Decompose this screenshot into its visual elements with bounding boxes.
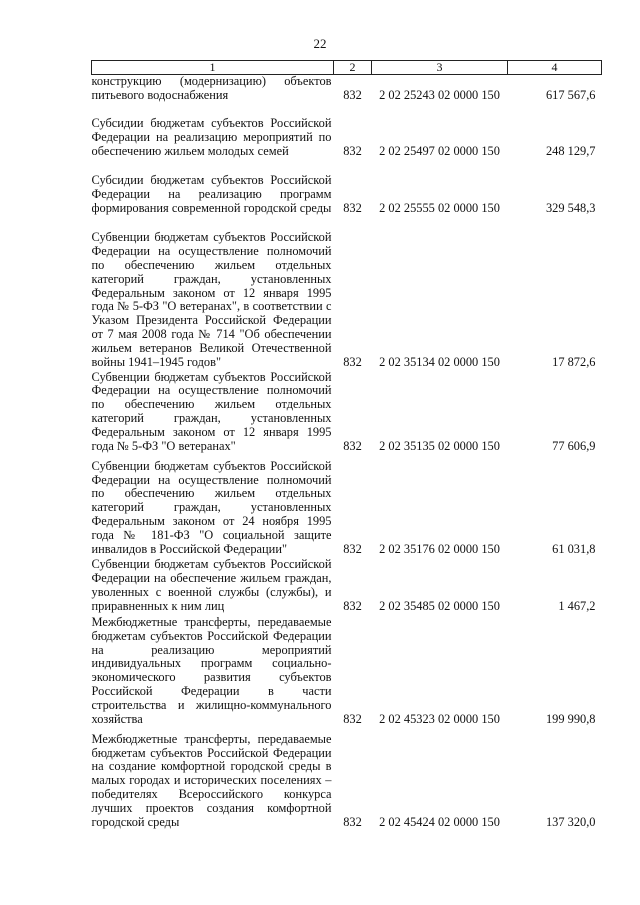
page-number: 22 bbox=[313, 36, 327, 51]
row-admin-code: 832 bbox=[343, 201, 362, 216]
table-header-row bbox=[92, 61, 602, 75]
table-row bbox=[92, 727, 602, 830]
table-row bbox=[92, 557, 602, 614]
row-budget-code: 2 02 35176 02 0000 150 bbox=[379, 542, 500, 557]
row-description: Субвенции бюджетам субъектов Российской Федерации на осуществление полномочий по обеспечению жильем отдельных категорий граждан, установленных Федеральным законом от 12 января 1995 года № 5-ФЗ "О ветеранах" bbox=[91, 369, 332, 454]
column-header-4: 4 bbox=[508, 61, 602, 75]
row-budget-code: 2 02 35135 02 0000 150 bbox=[379, 439, 500, 454]
row-amount: 1 467,2 bbox=[558, 599, 596, 614]
row-description: Субвенции бюджетам субъектов Российской Федерации на обеспечение жильем граждан, уволенных с военной службы (службы), и приравненных к ним лиц bbox=[91, 557, 332, 614]
table-row bbox=[92, 216, 602, 370]
row-description: Межбюджетные трансферты, передаваемые бюджетам субъектов Российской Федерации на реализацию мероприятий индивидуальных программ социально-экономического развития субъектов Российской Федерации в части строительства и жилищно-коммунального хозяйства bbox=[91, 614, 332, 727]
row-amount: 77 606,9 bbox=[552, 439, 596, 454]
row-budget-code: 2 02 35134 02 0000 150 bbox=[379, 355, 500, 370]
row-description: Субсидии бюджетам субъектов Российской Федерации на реализацию мероприятий по обеспечению жильем молодых семей bbox=[91, 116, 332, 159]
table-row bbox=[92, 454, 602, 557]
row-admin-code: 832 bbox=[343, 712, 362, 727]
row-amount: 248 129,7 bbox=[545, 144, 596, 159]
table-row bbox=[92, 614, 602, 727]
row-admin-code: 832 bbox=[343, 542, 362, 557]
row-admin-code: 832 bbox=[343, 599, 362, 614]
row-amount: 61 031,8 bbox=[552, 542, 596, 557]
row-description: Субсидии бюджетам субъектов Российской Федерации на реализацию программ формирования современной городской среды bbox=[91, 173, 332, 216]
row-description: Субвенции бюджетам субъектов Российской Федерации на осуществление полномочий по обеспечению жильем отдельных категорий граждан, установленных Федеральным законом от 24 ноября 1995 года № 181-ФЗ "О социальной защите инвалидов в Российской Федерации" bbox=[91, 458, 332, 557]
row-budget-code: 2 02 25243 02 0000 150 bbox=[379, 88, 500, 103]
row-budget-code: 2 02 35485 02 0000 150 bbox=[379, 599, 500, 614]
row-description: Межбюджетные трансферты, передаваемые бюджетам субъектов Российской Федерации на создание комфортной городской среды в малых городах и исторических поселениях – победителях Всероссийского конкурса лучших проектов создания комфортной городской среды bbox=[91, 731, 332, 830]
row-budget-code: 2 02 25555 02 0000 150 bbox=[379, 201, 500, 216]
row-admin-code: 832 bbox=[343, 815, 362, 830]
row-admin-code: 832 bbox=[343, 439, 362, 454]
row-amount: 617 567,6 bbox=[545, 88, 596, 103]
row-amount: 137 320,0 bbox=[545, 815, 596, 830]
row-admin-code: 832 bbox=[343, 355, 362, 370]
row-budget-code: 2 02 45424 02 0000 150 bbox=[379, 815, 500, 830]
row-budget-code: 2 02 25497 02 0000 150 bbox=[379, 144, 500, 159]
budget-table bbox=[91, 60, 602, 830]
column-header-2: 2 bbox=[334, 61, 372, 75]
table-row bbox=[92, 370, 602, 454]
row-budget-code: 2 02 45323 02 0000 150 bbox=[379, 712, 500, 727]
table-row bbox=[92, 103, 602, 159]
column-header-3: 3 bbox=[372, 61, 508, 75]
row-admin-code: 832 bbox=[343, 88, 362, 103]
column-header-1: 1 bbox=[92, 61, 334, 75]
row-amount: 329 548,3 bbox=[545, 201, 596, 216]
table-row bbox=[92, 159, 602, 216]
row-admin-code: 832 bbox=[343, 144, 362, 159]
row-amount: 17 872,6 bbox=[552, 355, 596, 370]
row-description: Субвенции бюджетам субъектов Российской Федерации на осуществление полномочий по обеспечению жильем отдельных категорий граждан, установленных Федеральным законом от 12 января 1995 года № 5-ФЗ "О ветеранах", в соответствии с Указом Президента Российской Федерации от 7 мая 2008 года № 714 "Об обеспечении жильем ветеранов Великой Отечественной войны 1941–1945 годов" bbox=[91, 229, 332, 370]
row-amount: 199 990,8 bbox=[545, 712, 596, 727]
row-description: конструкцию (модернизацию) объектов питьевого водоснабжения bbox=[91, 74, 332, 103]
table-row bbox=[92, 75, 602, 104]
